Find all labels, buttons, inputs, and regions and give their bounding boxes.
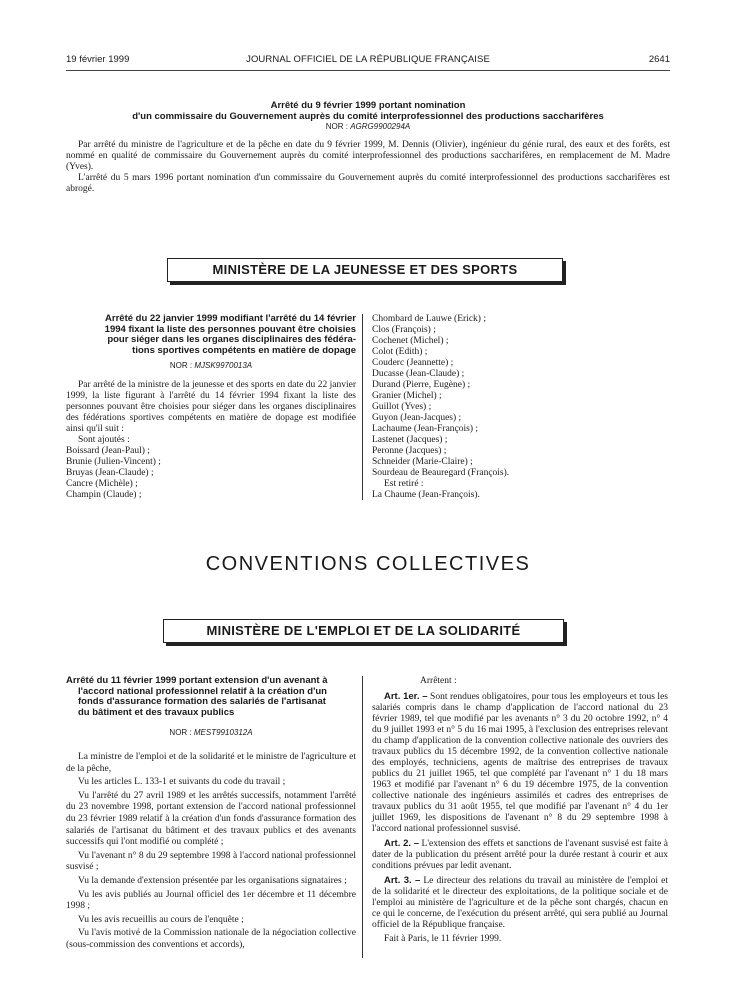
- removed-name: La Chaume (Jean-François).: [372, 490, 480, 500]
- decree-body: [66, 140, 670, 195]
- article-text: L'extension des effets et sanctions de l'avenant susvisé est faite à dater de la publication du présent arrêté pour la durée restant à courir et aux conditions prévues par ledit avenant.: [372, 839, 668, 871]
- paragraph: Vu les articles L. 133-1 et suivants du code du travail ;: [78, 777, 286, 788]
- nor-reference: [66, 728, 356, 738]
- nor-code: MJSK9970013A: [194, 361, 253, 370]
- decree-title-line: fonds d'assurance formation des salariés de l'artisanat: [78, 696, 326, 707]
- article-label: Art. 1er. –: [384, 691, 428, 702]
- decree-title-line: d'un commissaire du Gouvernement auprès du comité interprofessionnel des productions saccharifères: [132, 110, 604, 122]
- paragraph: Vu les avis publiés au Journal officiel des 1er décembre et 11 décembre 1998 ;: [66, 889, 356, 912]
- list-item: Colot (Edith) ;: [372, 347, 428, 357]
- header-rule: [66, 70, 670, 71]
- list-item: Sourdeau de Beauregard (François).: [372, 468, 510, 478]
- decree-articles: [372, 676, 668, 945]
- paragraph: Vu l'arrêté du 27 avril 1989 et les arrêtés successifs, notamment l'arrêté du 23 novembre 1998, portant extension de l'accord national professionnel du 23 février 1989 relatif à la création d'un fonds d'assurance formation des salariés de l'artisanat du bâtiment et des travaux publics et des avenants successifs qui l'ont modifié ou complété ;: [66, 790, 356, 848]
- journal-title: JOURNAL OFFICIEL DE LA RÉPUBLIQUE FRANÇAISE: [246, 54, 490, 65]
- list-item: Lastenet (Jacques) ;: [372, 435, 448, 445]
- article-text: Le directeur des relations du travail au ministère de l'emploi et de la solidarité et le directeur des exploitations, de la politique sociale et de l'emploi au ministère de l'agriculture et de la pêche sont chargés, chacun en ce qui le concerne, de l'exécution du présent arrêté, qui sera publié au Journal officiel de la République française.: [372, 876, 668, 930]
- list-item: Cancre (Michèle) ;: [66, 479, 138, 489]
- column-divider: [362, 314, 363, 500]
- decree-title-line: du bâtiment et des travaux publics: [78, 706, 235, 718]
- paragraph: Vu les avis recueillis au cours de l'enquête ;: [78, 914, 244, 925]
- nor-code: AGRG9900294A: [350, 122, 411, 131]
- article-3: [372, 875, 668, 931]
- paragraph: Par arrêté du ministre de l'agriculture et de la pêche en date du 9 février 1999, M. Dennis (Olivier), ingénieur du génie rural, des eaux et des forêts, est nommé en qualité de commissaire du Gouvernement auprès du comité interprofessionnel des productions saccharifères, en remplacement de M. Madre (Yves).: [66, 140, 670, 172]
- removed-label: Est retiré :: [384, 479, 424, 489]
- article-2: [372, 838, 668, 872]
- paragraph: La ministre de l'emploi et de la solidarité et le ministre de l'agriculture et de la pêche,: [66, 752, 356, 774]
- decree-body-continued: [372, 314, 668, 501]
- paragraph: Vu l'avis motivé de la Commission nationale de la négociation collective (sous-commission des conventions et accords),: [66, 928, 356, 950]
- list-item: Schneider (Marie-Claire) ;: [372, 457, 473, 467]
- added-label: Sont ajoutés :: [78, 435, 130, 445]
- nor-label: NOR :: [169, 728, 194, 737]
- decree-title-line: l'accord national professionnel relatif à la création d'un: [78, 685, 327, 697]
- list-item: Durand (Pierre, Eugène) ;: [372, 380, 471, 390]
- decree-title-line: Arrêté du 9 février 1999 portant nomination: [270, 100, 466, 111]
- decree-title-line: Arrêté du 22 janvier 1999 modifiant l'arrêté du 14 février: [105, 313, 356, 324]
- list-item: Couderc (Jeannette) ;: [372, 358, 454, 368]
- paragraph: Par arrêté de la ministre de la jeunesse et des sports en date du 22 janvier 1999, la liste figurant à l'arrêté du 14 février 1994 fixant la liste des personnes pouvant être choisies pour siéger dans les organes disciplinaires des fédérations sportives compétents en matière de dopage est modifiée ainsi qu'il suit :: [66, 380, 356, 434]
- decree-doping-right: [372, 314, 668, 501]
- article-1: [372, 691, 668, 835]
- decree-nomination: [66, 101, 670, 195]
- ministry-heading: MINISTÈRE DE L'EMPLOI ET DE LA SOLIDARITÉ: [163, 619, 564, 643]
- page-number: 2641: [648, 54, 670, 65]
- nor-label: NOR :: [169, 361, 195, 370]
- signature-place-date: Fait à Paris, le 11 février 1999.: [384, 934, 502, 944]
- decree-title: [66, 676, 356, 718]
- section-title: CONVENTIONS COLLECTIVES: [205, 553, 531, 575]
- list-item: Champin (Claude) ;: [66, 490, 142, 500]
- paragraph: Vu la demande d'extension présentée par les organisations signataires ;: [78, 875, 347, 886]
- decree-title-line: tions sportives compétents en matière de dopage: [132, 344, 356, 356]
- decree-title: [66, 101, 670, 122]
- list-item: Ducasse (Jean-Claude) ;: [372, 369, 465, 379]
- article-label: Art. 3. –: [384, 875, 421, 886]
- list-item: Brunie (Julien-Vincent) ;: [66, 457, 161, 467]
- article-label: Art. 2. –: [384, 838, 420, 849]
- decree-extension-right: [372, 676, 668, 945]
- running-header: [66, 54, 670, 68]
- decree-body: [66, 752, 356, 952]
- list-item: Boissard (Jean-Paul) ;: [66, 446, 150, 456]
- paragraph: L'arrêté du 5 mars 1996 portant nomination d'un commissaire du Gouvernement auprès du comité interprofessionnel des productions saccharifères est abrogé.: [66, 173, 670, 194]
- nor-reference: [66, 122, 670, 132]
- decree-body: [66, 380, 356, 501]
- decree-extension-left: [66, 676, 356, 954]
- article-text: Sont rendues obligatoires, pour tous les employeurs et tous les salariés compris dans le champ d'application de l'accord national du 23 février 1989, tel que modifié par les avenants n° 3 du 20 octobre 1992, n° 4 du 9 juillet 1993 et n° 5 du 16 mai 1995, à l'exclusion des entreprises relevant du champ d'application de la convention collective nationale des ouvriers des travaux publics du 15 décembre 1992, de la convention collective nationale des employés, techniciens, agents de maîtrise des entreprises de travaux publics du 21 juillet 1965, tel que complété par l'avenant n° 1 du 18 mars 1963 et modifié par l'avenant n° 6 du 19 décembre 1975, de la convention collective nationale des ingénieurs assimilés et cadres des entreprises de travaux publics du 31 août 1955, tel que modifié par l'avenant n° 4 du 1er juillet 1969, les dispositions de l'avenant n° 8 du 29 septembre 1998 à l'accord national professionnel susvisé.: [372, 692, 668, 834]
- list-item: Guyon (Jean-Jacques) ;: [372, 413, 462, 423]
- arretent: Arrêtent :: [420, 676, 457, 686]
- nor-reference: [66, 361, 356, 371]
- nor-code: MEST9910312A: [193, 728, 253, 737]
- column-divider: [362, 676, 363, 958]
- list-item: Granier (Michel) ;: [372, 391, 442, 401]
- list-item: Chombard de Lauwe (Erick) ;: [372, 314, 486, 324]
- name-list: [372, 314, 668, 479]
- decree-title-line: pour siéger dans les organes disciplinaires des fédéra-: [107, 334, 356, 345]
- list-item: Guillot (Yves) ;: [372, 402, 432, 412]
- decree-title: [66, 314, 356, 356]
- list-item: Cochenet (Michel) ;: [372, 336, 449, 346]
- decree-title-line: 1994 fixant la liste des personnes pouvant être choisies: [104, 323, 356, 335]
- name-list: [66, 446, 356, 501]
- header-date: 19 février 1999: [66, 54, 130, 65]
- list-item: Bruyas (Jean-Claude) ;: [66, 468, 154, 478]
- paragraph: Vu l'avenant n° 8 du 29 septembre 1998 à l'accord national professionnel susvisé ;: [66, 850, 356, 873]
- list-item: Clos (François) ;: [372, 325, 436, 335]
- decree-doping-left: [66, 314, 356, 501]
- list-item: Lachaume (Jean-François) ;: [372, 424, 479, 434]
- nor-label: NOR :: [325, 122, 351, 131]
- list-item: Peronne (Jacques) ;: [372, 446, 447, 456]
- decree-title-line: Arrêté du 11 février 1999 portant extension d'un avenant à: [66, 675, 328, 686]
- ministry-heading: MINISTÈRE DE LA JEUNESSE ET DES SPORTS: [167, 258, 563, 282]
